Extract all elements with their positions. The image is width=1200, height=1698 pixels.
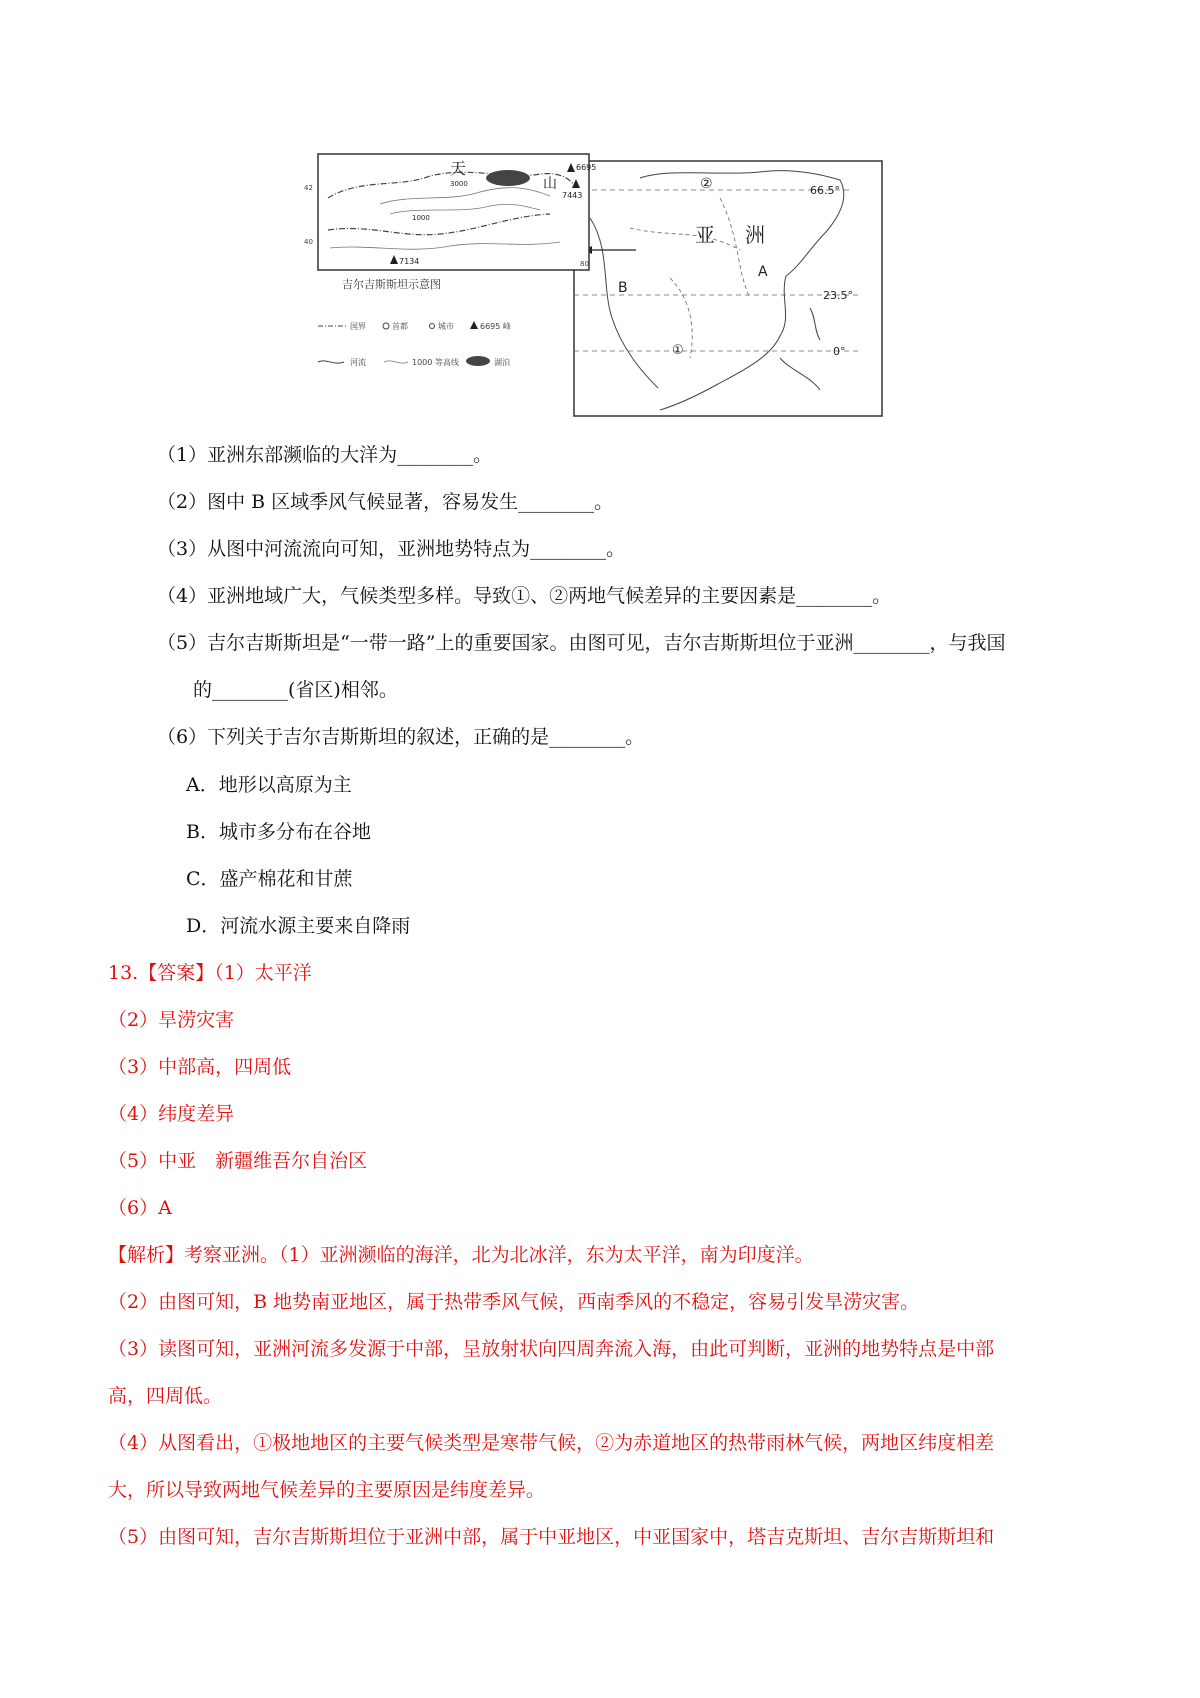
marker-1-label: ① bbox=[672, 343, 684, 358]
answer-item: （5）中亚 新疆维吾尔自治区 bbox=[108, 1150, 368, 1172]
inset-peak-7134: 7134 bbox=[399, 257, 420, 266]
inset-label-tian: 天 bbox=[450, 159, 467, 178]
analysis-line: （5）由图可知，吉尔吉斯斯坦位于亚洲中部，属于中亚地区，中亚国家中，塔吉克斯坦、吉尔吉斯斯坦和 bbox=[108, 1526, 995, 1548]
question-6: （6）下列关于吉尔吉斯斯坦的叙述，正确的是________。 bbox=[157, 726, 645, 748]
lat-0-label: 0° bbox=[833, 345, 846, 358]
map-figure bbox=[304, 158, 900, 420]
asia-map bbox=[574, 161, 882, 416]
kyrgyzstan-inset-map bbox=[304, 154, 596, 270]
question-2: （2）图中 B 区域季风气候显著，容易发生________。 bbox=[157, 491, 614, 513]
analysis-line: 【解析】考察亚洲。（1）亚洲濒临的海洋，北为北冰洋，东为太平洋，南为印度洋。 bbox=[108, 1244, 814, 1266]
option-d: D．河流水源主要来自降雨 bbox=[186, 915, 411, 937]
region-b-label: B bbox=[618, 280, 628, 296]
answer-item: （6）A bbox=[108, 1197, 172, 1219]
inset-lon-80: 80 bbox=[580, 260, 589, 268]
legend-capital: 首都 bbox=[392, 322, 408, 331]
lat-235-label: 23.5° bbox=[823, 289, 853, 302]
inset-contour-1000: 1000 bbox=[412, 214, 430, 222]
analysis-line: 大，所以导致两地气候差异的主要原因是纬度差异。 bbox=[108, 1479, 546, 1501]
answer-item: （4）纬度差异 bbox=[108, 1103, 235, 1125]
inset-lat-42: 42 bbox=[304, 184, 313, 192]
question-4: （4）亚洲地域广大，气候类型多样。导致①、②两地气候差异的主要因素是________。 bbox=[157, 585, 892, 607]
inset-caption: 吉尔吉斯斯坦示意图 bbox=[342, 278, 441, 291]
legend-border: 国界 bbox=[350, 322, 366, 331]
legend-city: 城市 bbox=[438, 322, 454, 331]
legend-river: 河流 bbox=[350, 358, 366, 367]
asia-label-zhou: 洲 bbox=[745, 223, 765, 247]
legend-peak: 6695 峰 bbox=[480, 322, 511, 331]
legend-contour: 1000 等高线 bbox=[412, 358, 459, 367]
inset-lat-40: 40 bbox=[304, 238, 313, 246]
inset-label-shan: 山 bbox=[543, 176, 557, 192]
question-5-continued: 的________(省区)相邻。 bbox=[193, 679, 398, 701]
answer-item: （2）旱涝灾害 bbox=[108, 1009, 235, 1031]
option-b: B．城市多分布在谷地 bbox=[186, 821, 371, 843]
option-c: C．盛产棉花和甘蔗 bbox=[186, 868, 353, 890]
inset-peak-6695: 6695 bbox=[576, 163, 597, 172]
answer-item: （3）中部高，四周低 bbox=[108, 1056, 292, 1078]
question-5: （5）吉尔吉斯斯坦是“一带一路”上的重要国家。由图可见，吉尔吉斯斯坦位于亚洲________，与我国 bbox=[157, 632, 1006, 654]
analysis-line: （4）从图看出，①极地地区的主要气候类型是寒带气候，②为赤道地区的热带雨林气候，两地区纬度相差 bbox=[108, 1432, 995, 1454]
region-a-label: A bbox=[758, 264, 768, 280]
inset-contour-3000: 3000 bbox=[450, 180, 468, 188]
lake-shape bbox=[486, 170, 530, 186]
question-1: （1）亚洲东部濒临的大洋为________。 bbox=[157, 444, 493, 466]
option-a: A．地形以高原为主 bbox=[186, 774, 352, 796]
analysis-line: （2）由图可知，B 地势南亚地区，属于热带季风气候，西南季风的不稳定，容易引发旱涝灾害。 bbox=[108, 1291, 920, 1313]
inset-peak-7443: 7443 bbox=[562, 191, 583, 200]
analysis-line: 高，四周低。 bbox=[108, 1385, 223, 1407]
asia-label-ya: 亚 bbox=[695, 223, 715, 247]
map-legend bbox=[318, 321, 511, 367]
legend-lake: 湖泊 bbox=[494, 358, 510, 367]
answer-heading: 13.【答案】（1）太平洋 bbox=[108, 962, 312, 984]
question-3: （3）从图中河流流向可知，亚洲地势特点为________。 bbox=[157, 538, 626, 560]
lat-665-label: 66.5° bbox=[810, 184, 840, 197]
analysis-line: （3）读图可知，亚洲河流多发源于中部，呈放射状向四周奔流入海，由此可判断，亚洲的地势特点是中部 bbox=[108, 1338, 995, 1360]
marker-2-label: ② bbox=[700, 176, 713, 192]
